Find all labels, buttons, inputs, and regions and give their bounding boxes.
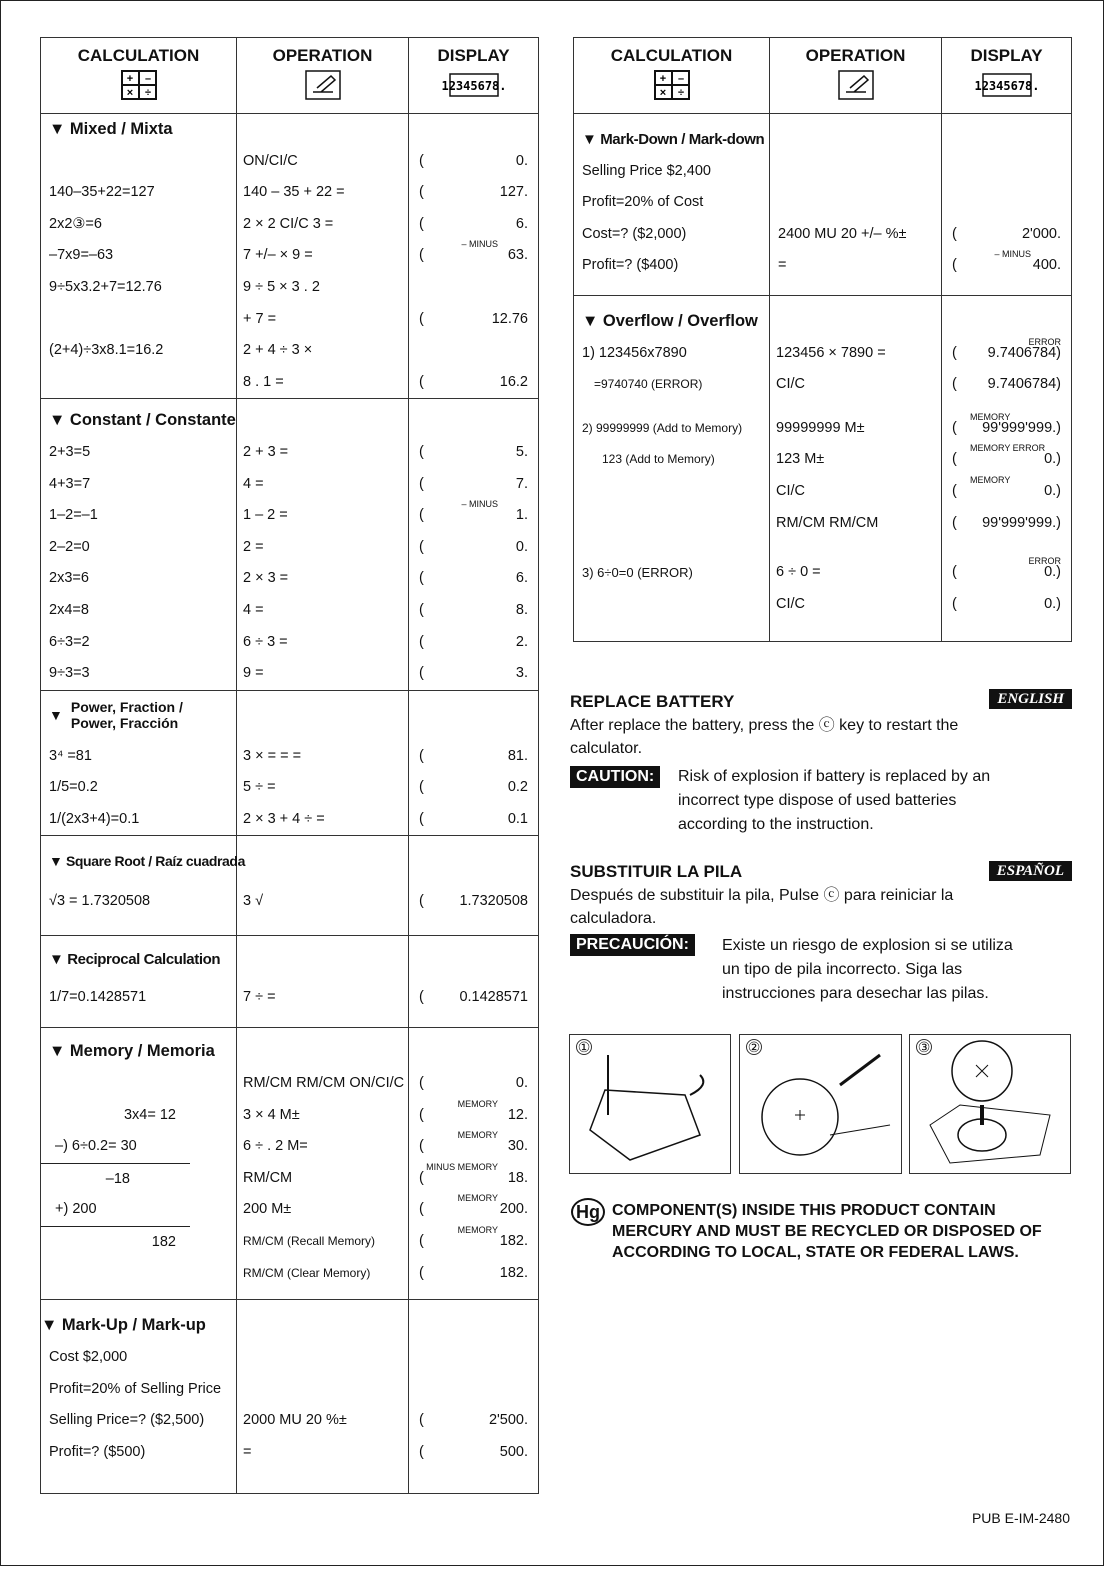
svg-text:×: ×	[126, 87, 133, 99]
right-calculation-table	[573, 37, 1072, 642]
constant-section: ▼ Constant / Constante 2+3=5 4+3=7 1–2=–1 2–2=0 2x3=6 2x4=8 6÷3=2 9÷3=3 2 + 3 = 4 = 1 – 2 = 2 = 2 × 3 = 4 = 6 ÷ 3 = 9 = ( 5. ( 7. ( – MINUS 1. ( 0. ( 6. ( 8. ( 2. ( 3.	[41, 399, 539, 690]
display-header: DISPLAY 12345678.	[942, 38, 1072, 114]
svg-text:–: –	[144, 73, 151, 85]
calculation-header: CALCULATION + – × ÷	[41, 38, 237, 114]
left-calculation-table	[40, 37, 539, 1494]
substituir-pila-title: SUBSTITUIR LA PILA	[570, 862, 743, 881]
publication-code: PUB E-IM-2480	[971, 1510, 1070, 1526]
battery-en-line1: After replace the battery, press the ⓒ key to restart the	[570, 717, 959, 734]
svg-text:12345678.: 12345678.	[973, 79, 1040, 93]
lcd-display-icon	[973, 70, 1040, 100]
operation-header: OPERATION	[770, 38, 942, 114]
english-label: ENGLISH	[989, 689, 1072, 709]
battery-step-3-illustration: ③	[909, 1034, 1071, 1174]
screwdriver-open-icon	[570, 1035, 730, 1173]
svg-text:–: –	[677, 73, 684, 85]
overflow-section: ▼ Overflow / Overflow 1) 123456x7890 =9740740 (ERROR) 2) 99999999 (Add to Memory) 123 (Add to Memory) 3) 6÷0=0 (ERROR) 123456 × 7890 = CI/C 99999999 M± 123 M± CI/C RM/CM RM/CM 6 ÷ 0 = CI/C ( ERROR 9.7406784) ( 9.7406784) ( MEMORY 99'999'999.) ( MEMORY ERROR 0.) ( MEMORY 0.) ( 99'999'999.) ( ERROR 0.) ( 0.)	[574, 296, 1072, 642]
battery-remove-icon	[740, 1035, 901, 1173]
svg-text:+: +	[126, 73, 133, 85]
arithmetic-icon	[121, 70, 157, 100]
replace-battery-title: REPLACE BATTERY	[570, 692, 735, 711]
power-fraction-section: ▼ Power, Fraction / Power, Fracción 3⁴ =81 1/5=0.2 1/(2x3+4)=0.1 3 × = = = 5 ÷ = 2 × 3 + 4 ÷ = ( 81. ( 0.2 ( 0.1	[41, 690, 539, 836]
display-header: DISPLAY 12345678.	[409, 38, 539, 114]
battery-step-1-illustration: ①	[569, 1034, 731, 1174]
reciprocal-section: ▼ Reciprocal Calculation 1/7=0.1428571 7 ÷ = ( 0.1428571	[41, 936, 539, 1028]
memory-section: ▼ Memory / Memoria 3x4= 12 –) 6÷0.2= 30 –18 +) 200 182 RM/CM RM/CM ON/CI/C 3 × 4 M± 6 ÷ . 2 M= RM/CM 200 M± RM/CM (Recall Memory) RM/CM (Clear Memory) ( 0. ( MEMORY 12. ( MEMORY 30. ( MINUS MEMORY 18. ( MEMORY 200. ( MEMORY 182. ( 182.	[41, 1028, 539, 1300]
markup-section: ▼ Mark-Up / Mark-up Cost $2,000 Profit=20% of Selling Price Selling Price=? ($2,500) Profit=? ($500) 2000 MU 20 %± = ( 2'500. ( 500.	[41, 1300, 539, 1494]
svg-text:×: ×	[659, 87, 666, 99]
markdown-section: ▼ Mark-Down / Mark-down Selling Price $2,400 Profit=20% of Cost Cost=? ($2,000) Profit=? ($400) 2400 MU 20 +/– %± = ( 2'000. ( – MINUS 400.	[574, 114, 1072, 296]
mercury-hg-icon: Hg	[571, 1198, 605, 1226]
key-press-icon	[305, 70, 341, 100]
mercury-warning: COMPONENT(S) INSIDE THIS PRODUCT CONTAIN MERCURY AND MUST BE RECYCLED OR DISPOSED OF ACCORDING TO LOCAL, STATE OR FEDERAL LAWS.	[612, 1202, 1042, 1261]
caution-badge: CAUTION:	[570, 766, 660, 788]
battery-step-2-illustration: ②	[739, 1034, 902, 1174]
operation-header: OPERATION	[237, 38, 409, 114]
battery-en-line2: calculator.	[570, 740, 643, 757]
square-root-section: ▼ Square Root / Raíz cuadrada √3 = 1.7320508 3 √ ( 1.7320508	[41, 836, 539, 936]
svg-text:12345678.: 12345678.	[440, 79, 507, 93]
op: ON/CI/C	[243, 152, 298, 169]
lcd-display-icon	[440, 70, 507, 100]
svg-text:÷: ÷	[677, 87, 684, 99]
precaucion-badge: PRECAUCIÓN:	[570, 934, 695, 956]
arithmetic-icon	[654, 70, 690, 100]
section-title: ▼ Mixed / Mixta	[49, 120, 173, 138]
calculation-header: CALCULATION + – × ÷	[574, 38, 770, 114]
key-press-icon	[838, 70, 874, 100]
svg-text:÷: ÷	[144, 87, 151, 99]
battery-insert-icon	[910, 1035, 1070, 1173]
svg-text:+: +	[659, 73, 666, 85]
espanol-label: ESPAÑOL	[989, 861, 1072, 881]
mixed-section: ▼ Mixed / Mixta 140–35+22=127 2x2③=6 –7x9=–63 9÷5x3.2+7=12.76 (2+4)÷3x8.1=16.2 ON/CI/C 140 – 35 + 22 = 2 × 2 CI/C 3 = 7 +/– × 9 = 9 ÷ 5 × 3 . 2 + 7 = 2 + 4 ÷ 3 × 8 . 1 = ( 0. ( 127. ( 6. ( – MINUS 63. ( 12.76 ( 16.2	[41, 114, 539, 399]
